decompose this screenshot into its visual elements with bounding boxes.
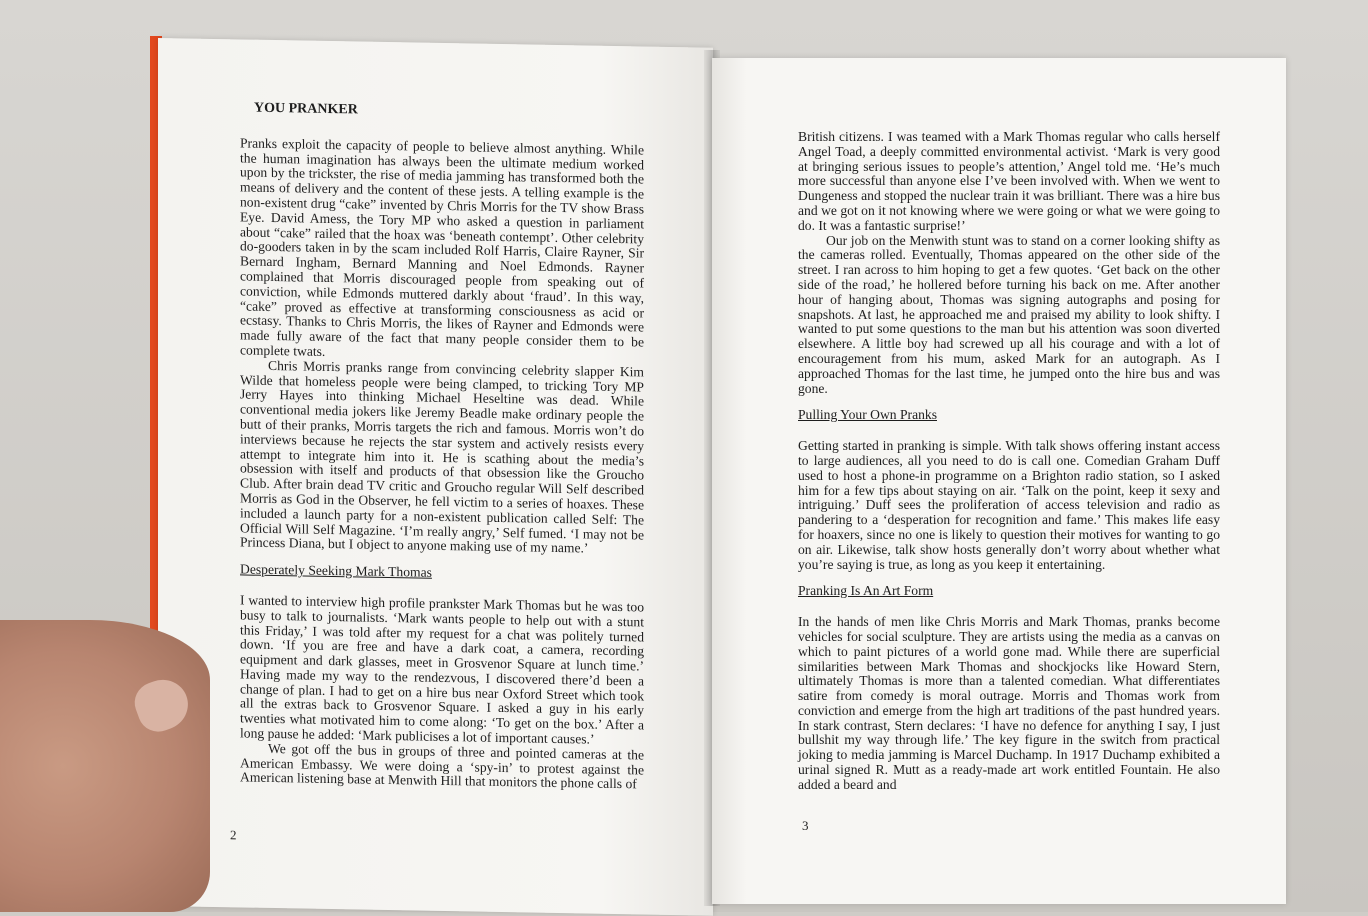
right-subheading-1: Pulling Your Own Pranks — [798, 407, 937, 423]
left-column — [240, 101, 644, 792]
left-subheading: Desperately Seeking Mark Thomas — [240, 561, 432, 580]
left-paragraph-3: I wanted to interview high profile prankster Mark Thomas but he was too busy to talk to journalists. ‘Mark wants people to help out with a stunt this Friday,’ I was told after my request for a chat was politely turned down. ‘If you are free and have a dark coat, a camera, recording equipment and dark glasses, meet in Grosvenor Square at lunch time.’ Having made my way to the rendezvous, I discovered there’d been a change of plan. I had to get on a hire bus near Oxford Street which took all the extras back to Grosvenor Square. I asked a guy in his early twenties what motivated him to come along: ‘To get on the box.’ After a long pause he added: ‘Mark publicises a lot of important causes.’ — [240, 592, 644, 747]
page-number-left: 2 — [230, 827, 237, 843]
left-paragraph-4: We got off the bus in groups of three and pointed cameras at the American Embassy. We were doing a ‘spy-in’ to protest against the American listening base at Menwith Hill that monitors the phone calls of — [240, 740, 644, 792]
hand — [0, 620, 210, 912]
chapter-heading: YOU PRANKER — [254, 100, 358, 118]
left-page — [158, 38, 713, 916]
right-paragraph-4: In the hands of men like Chris Morris and Mark Thomas, pranks become vehicles for social sculpture. They are artists using the media as a canvas on which to paint pictures of a world gone mad. While there are superficial similarities between Mark Thomas and shockjocks like Howard Stern, ultimately Thomas is more than a talented comedian. What differentiates satire from comedy is moral outrage. Morris and Thomas work from conviction and emerge from the high art traditions of the past hundred years. In stark contrast, Stern declares: ‘I have no defence for anything I say, I just bullshit my way through life.’ The key figure in the switch from practical joking to media jamming is Marcel Duchamp. In 1917 Duchamp exhibited a urinal signed R. Mutt as a ready-made art work entitled Fountain. He also added a beard and — [798, 614, 1220, 792]
left-paragraph-2: Chris Morris pranks range from convincing celebrity slapper Kim Wilde that homeless people were being clamped, to tricking Tory MP Jerry Hayes into thinking Michael Heseltine was dead. While conventional media jokers like Jeremy Beadle make ordinary people the butt of their pranks, Morris targets the rich and famous. Morris won’t do interviews because he rejects the star system and actively resists every attempt to integrate him into it. He is scathing about the media’s obsession with itself and products of that obsession like the Groucho Club. After brain dead TV critic and Groucho regular Will Self described Morris as God in the Observer, he fell victim to a series of hoaxes. These included a launch party for a non-existent publication called Self: The Official Will Self Magazine. ‘I’m really angry,’ Self fumed. ‘I may not be Princess Diana, but I object to anyone making use of my name.’ — [240, 357, 644, 556]
right-column — [798, 130, 1220, 793]
right-paragraph-1: British citizens. I was teamed with a Mark Thomas regular who calls herself Angel Toad, a deeply committed environmental activist. ‘Mark is very good at bringing serious issues to people’s attention,’ Angel told me. ‘He’s much more successful than anyone else I’ve been involved with. When we went to Dungeness and stopped the nuclear train it was brilliant. There was a hire bus and we got on it not knowing where we were going or what we were going to do. It was a fantastic surprise!’ — [798, 129, 1220, 233]
left-paragraph-1: Pranks exploit the capacity of people to believe almost anything. While the human imagination has always been the ultimate medium worked upon by the trickster, the rise of media jamming has transformed both the means of delivery and the content of these jests. A telling example is the non-existent drug “cake” invented by Chris Morris for the TV show Brass Eye. David Amess, the Tory MP who asked a question in parliament about “cake” railed that the hoax was ‘beneath contempt’. Other celebrity do-gooders taken in by the scam included Rolf Harris, Claire Rayner, Sir Bernard Ingham, Bernard Manning and Noel Edmonds. Rayner complained that Morris discouraged people from speaking out of conviction, while Edmonds muttered darkly about ‘fraud’. In this way, “cake” proved as effective at transforming consciousness as acid or ecstasy. Thanks to Chris Morris, the likes of Rayner and Edmonds were made fully aware of the fact that many people consider them to be complete twats. — [240, 135, 644, 359]
right-paragraph-3: Getting started in pranking is simple. With talk shows offering instant access to large audiences, all you need to do is call one. Comedian Graham Duff used to host a phone-in programme on a Brighton radio station, so I asked him for a few tips about staying on air. ‘Talk on the point, keep it sexy and intriguing.’ Duff sees the proliferation of access television and radio as pandering to a ‘desperation for recognition and fame.’ This makes life easy for hoaxers, since no one is likely to question their motives for wanting to go on air. Likewise, talk show hosts generally don’t worry about whether what you’re saying is true, as long as you keep it entertaining. — [798, 438, 1220, 572]
right-subheading-2: Pranking Is An Art Form — [798, 583, 934, 599]
right-page — [712, 58, 1286, 904]
page-number-right: 3 — [802, 818, 809, 833]
right-paragraph-2: Our job on the Menwith stunt was to stand on a corner looking shifty as the cameras rolled. Eventually, Thomas appeared on the other side of the street. I ran across to him hoping to get a few quotes. ‘Get back on the other side of the road,’ he hollered before turning his back on me. After another hour of hanging about, Thomas was signing autographs and posing for snapshots. At last, he approached me and praised my ability to look shifty. I wanted to put some questions to the man but his attention was soon diverted elsewhere. A little boy had screwed up all his courage and with a lot of encouragement from his mum, asked Mark for an autograph. As I approached Thomas for the last time, he jumped onto the hire bus and was gone. — [798, 232, 1220, 396]
